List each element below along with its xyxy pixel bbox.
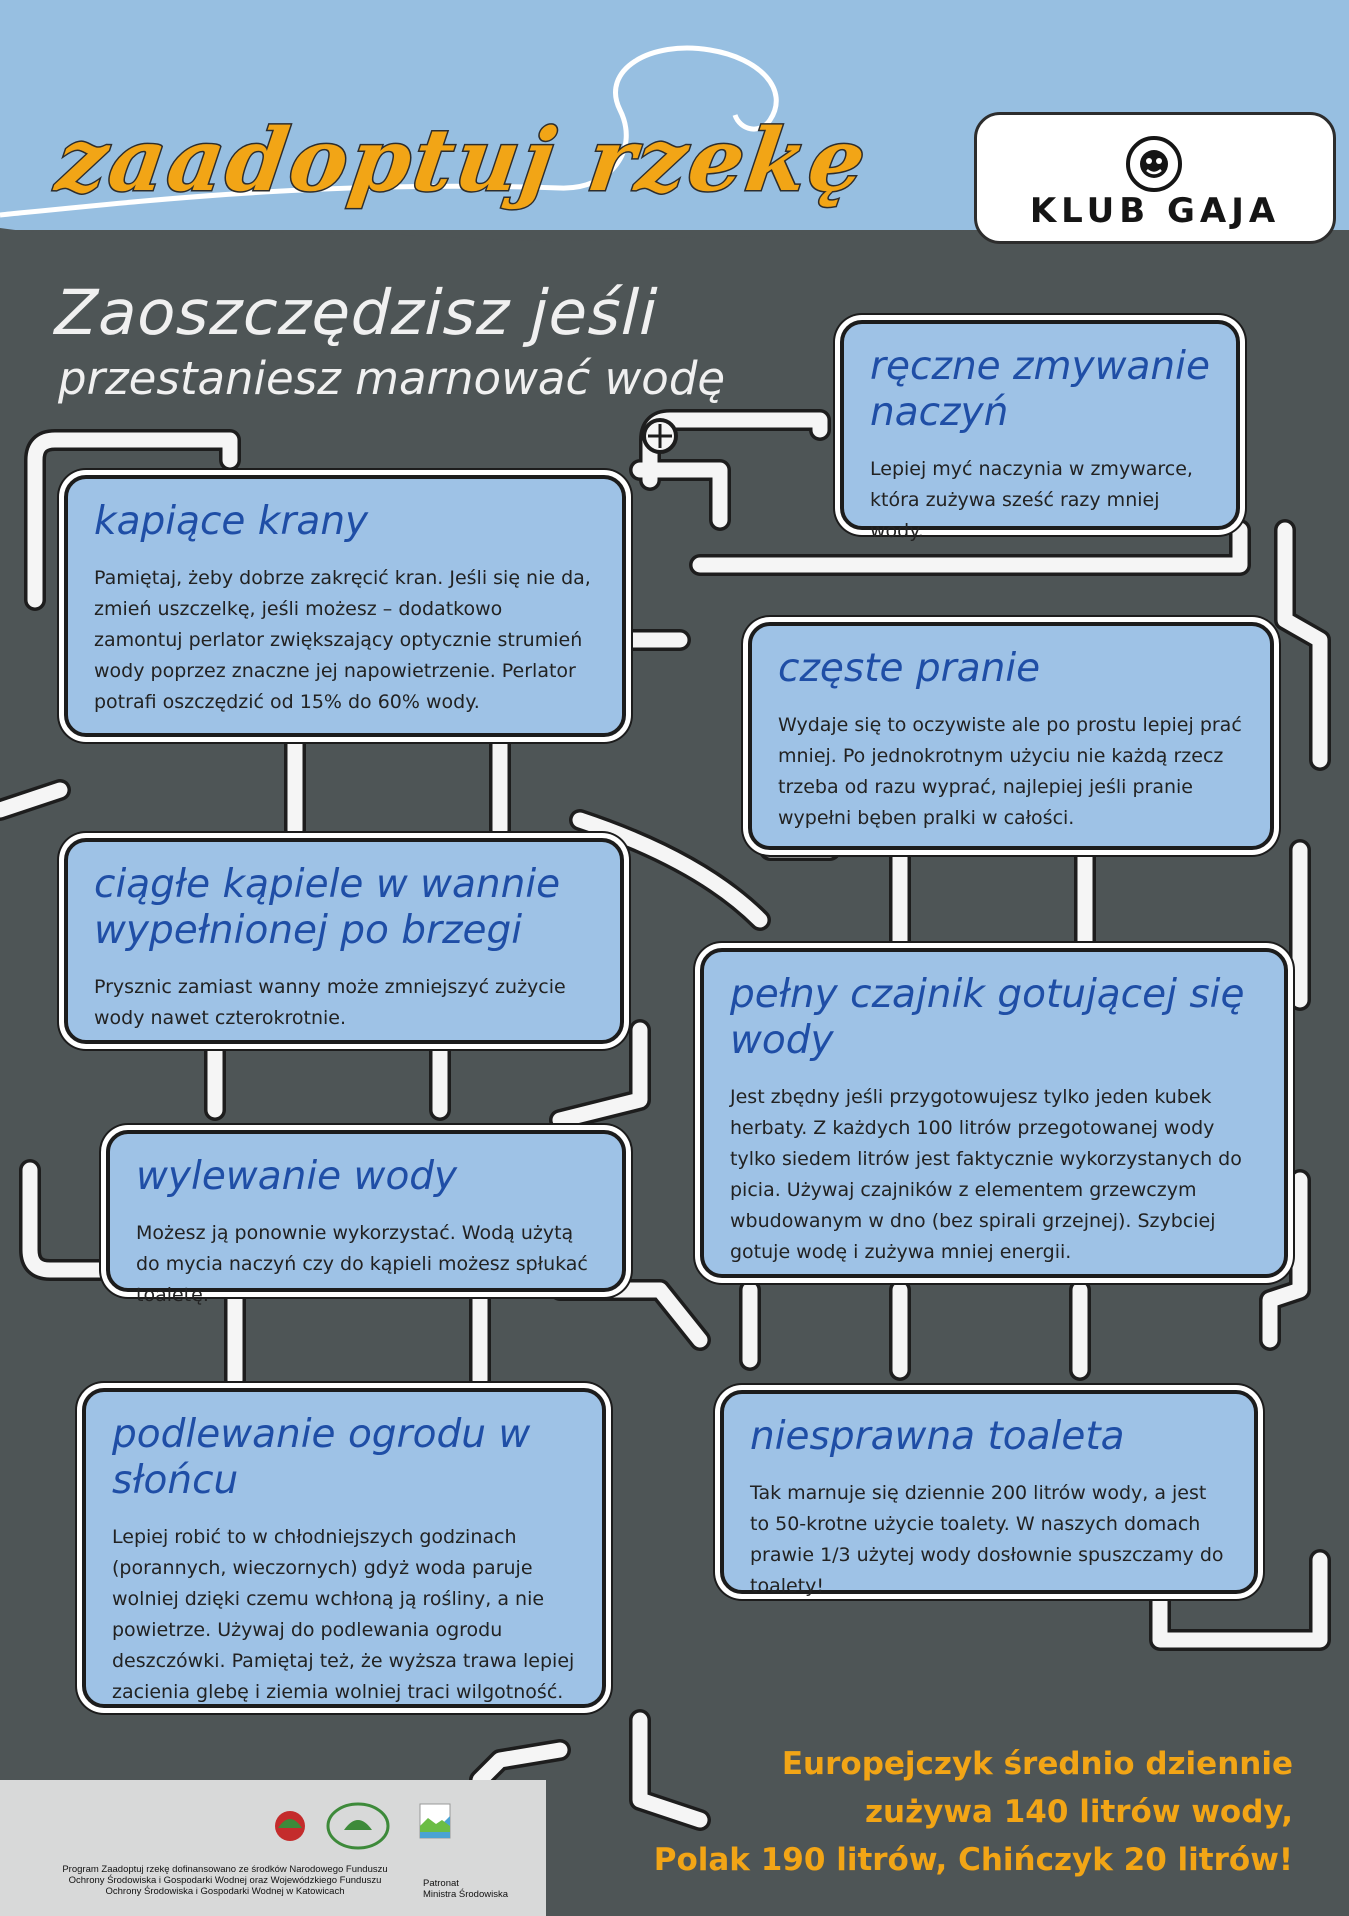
tip-text: Pamiętaj, żeby dobrze zakręcić kran. Jeśli się nie da, zmień uszczelkę, jeśli możesz – dodatkowo zamontuj perlator zwiększający optycznie strumień wody poprzez znaczne jej napowietrzenie. Perlator potrafi oszczędzić od 15% do 60% wody. <box>94 567 591 713</box>
tip-text: Lepiej myć naczynia w zmywarce, która zużywa sześć razy mniej wody. <box>870 458 1193 542</box>
tip-card-frequent-laundry <box>748 622 1274 850</box>
tip-card-garden-watering <box>82 1388 606 1708</box>
stat-line-3: Polak 190 litrów, Chińczyk 20 litrów! <box>653 1842 1293 1878</box>
klub-gaja-logo <box>974 112 1336 244</box>
tip-card-faulty-toilet <box>720 1390 1258 1597</box>
tip-title: kapiące krany <box>94 499 369 544</box>
patron-label: Patronat <box>423 1878 459 1889</box>
patronage-note <box>423 1878 508 1900</box>
tip-card-pouring-water <box>106 1130 626 1306</box>
tip-title: ciągłe kąpiele w wannie wypełnionej po brzegi <box>94 862 561 953</box>
tip-card-dripping-taps <box>64 475 626 737</box>
tip-text: Możesz ją ponownie wykorzystać. Wodą użytą do mycia naczyń czy do kąpieli możesz spłukać toaletę. <box>136 1222 588 1306</box>
tip-title: niesprawna toaleta <box>750 1414 1125 1459</box>
valve-icon <box>644 420 676 452</box>
sponsor-logos <box>270 1792 500 1862</box>
tip-title: wylewanie wody <box>136 1154 458 1199</box>
headline-line2: przestaniesz marnować wodę <box>58 352 726 405</box>
footer-panel <box>0 1780 546 1916</box>
tip-card-hand-dishwashing <box>840 320 1240 542</box>
tip-text: Lepiej robić to w chłodniejszych godzinach (porannych, wieczornych) gdyż woda paruje wolniej dzięki czemu wchłoną ją rośliny, a nie powietrze. Używaj do podlewania ogrodu deszczówki. Pamiętaj też, że wyższa trawa lepiej zacienia glebę i ziemia wolniej traci wilgotność. <box>112 1526 575 1703</box>
tip-text: Prysznic zamiast wanny może zmniejszyć zużycie wody nawet czterokrotnie. <box>94 976 566 1029</box>
ministry-logo-icon <box>420 1804 450 1838</box>
patron-name: Ministra Środowiska <box>423 1889 508 1900</box>
headline-line1: Zaoszczędzisz jeśli <box>53 276 660 349</box>
tip-text: Jest zbędny jeśli przygotowujesz tylko jeden kubek herbaty. Z każdych 100 litrów przegotowanej wody tylko siedem litrów jest faktycznie wykorzystanych do picia. Używaj czajników z elementem grzewczym wbudowanym w dno (bez spirali grzejnej). Szybciej gotuje wodę i zużywa mniej energii. <box>730 1086 1242 1263</box>
wfosigw-logo-icon <box>328 1804 388 1848</box>
tip-card-full-baths <box>64 838 624 1044</box>
water-usage-statistic <box>654 1740 1293 1884</box>
brand-title: zaadoptuj rzekę <box>50 110 875 211</box>
tip-title: ręczne zmywanie naczyń <box>870 344 1210 435</box>
tip-text: Tak marnuje się dziennie 200 litrów wody, a jest to 50-krotne użycie toalety. W naszych domach prawie 1/3 użytej wody dosłownie spuszczamy do toalety! <box>750 1482 1224 1597</box>
nfosigw-logo-icon <box>275 1811 305 1841</box>
globe-icon <box>1125 135 1183 193</box>
tip-title: częste pranie <box>778 646 1041 691</box>
logo-text: KLUB GAJA <box>1029 191 1281 231</box>
stat-line-1: Europejczyk średnio dziennie <box>781 1746 1293 1782</box>
tip-card-full-kettle <box>700 948 1288 1278</box>
funding-note: Program Zaadoptuj rzekę dofinansowano ze środków Narodowego Funduszu Ochrony Środowiska i Gospodarki Wodnej oraz Wojewódzkiego Funduszu Ochrony Środowiska i Gospodarki Wodnej w Katowicach <box>62 1864 388 1897</box>
stat-line-2: zużywa 140 litrów wody, <box>864 1794 1293 1830</box>
tip-text: Wydaje się to oczywiste ale po prostu lepiej prać mniej. Po jednokrotnym użyciu nie każdą rzecz trzeba od razu wyprać, najlepiej jeśli pranie wypełni bęben pralki w całości. <box>778 714 1242 829</box>
tip-title: podlewanie ogrodu w słońcu <box>112 1412 531 1503</box>
tip-title: pełny czajnik gotującej się wody <box>730 972 1245 1063</box>
